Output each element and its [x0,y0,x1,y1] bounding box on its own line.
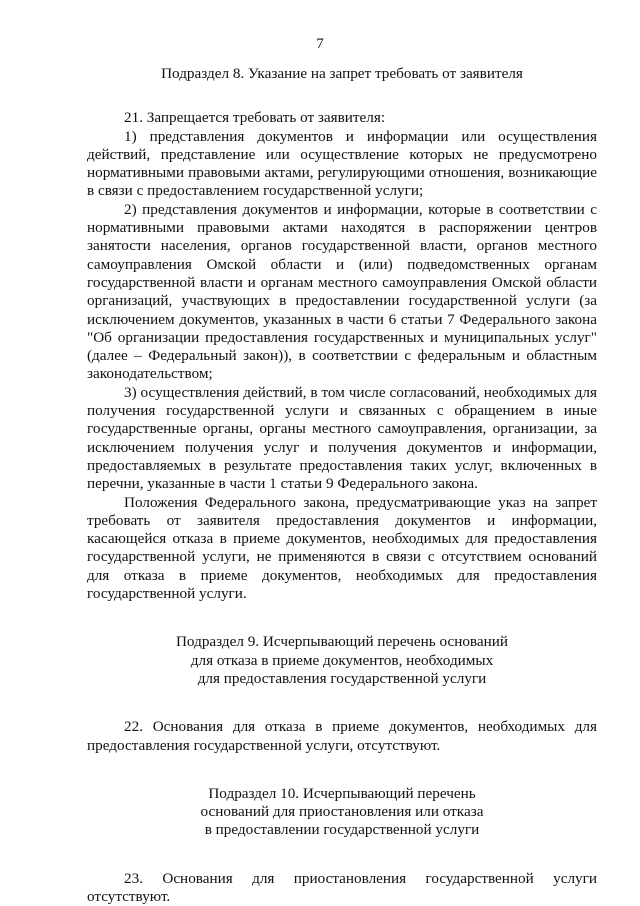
page-number: 7 [316,36,324,52]
subsection-9-title-line-2: для отказа в приеме документов, необходимых [190,651,494,669]
subsection-9-title-line-1: Подраздел 9. Исчерпывающий перечень оснований [175,633,509,651]
subsection-8-title: Подраздел 8. Указание на запрет требовать от заявителя [161,65,523,82]
paragraph-23: 23. Основания для приостановления государственной услуги отсутствуют. [87,869,597,905]
paragraph-21-intro: 21. Запрещается требовать от заявителя: [124,109,386,127]
subsection-10-title-line-2: оснований для приостановления или отказа [200,803,484,821]
subsection-10-title [87,785,597,840]
subsection-9-title [87,633,597,688]
subsection-9-title-line-3: для предоставления государственной услуги [197,669,487,687]
subsection-10-title-line-1: Подраздел 10. Исчерпывающий перечень [208,784,476,802]
paragraph-21-item-1: 1) представления документов и информации или осуществления действий, представление или осуществление которых не предусмотрено нормативными правовыми актами, регулирующими отношения, возникающие в связи с предоставлением государственной услуги; [87,127,597,200]
document-body [87,65,597,906]
paragraph-21-item-3: 3) осуществления действий, в том числе согласований, необходимых для получения государственной услуги и связанных с обращением в иные государственные органы, органы местного самоуправления, организации, за исключением получения услуг и получения документов и информации, предоставляемых в результате предоставления таких услуг, включенных в перечни, указанные в части 1 статьи 9 Федерального закона. [87,383,597,493]
paragraph-provisions: Положения Федерального закона, предусматривающие указ на запрет требовать от заявителя предоставления документов и информации, касающейся отказа в приеме документов, необходимых для предоставления государственной услуги, не применяются в связи с отсутствием оснований для отказа в приеме документов, необходимых для предоставления государственной услуги. [87,493,597,603]
subsection-10-title-line-3: в предоставлении государственной услуги [204,821,480,839]
paragraph-21-item-2: 2) представления документов и информации, которые в соответствии с нормативными правовыми актами находятся в распоряжении центров занятости населения, органов государственной власти, органов местного самоуправления Омской области и (или) подведомственных органам государственной власти и органам местного самоуправления Омской области организаций, участвующих в предоставлении государственной услуги (за исключением документов, указанных в части 6 статьи 7 Федерального закона "Об организации предоставления государственных и муниципальных услуг" (далее – Федеральный закон)), в соответствии с федеральным и областным законодательством; [87,200,597,383]
paragraph-22: 22. Основания для отказа в приеме документов, необходимых для предоставления государственной услуги, отсутствуют. [87,718,597,754]
